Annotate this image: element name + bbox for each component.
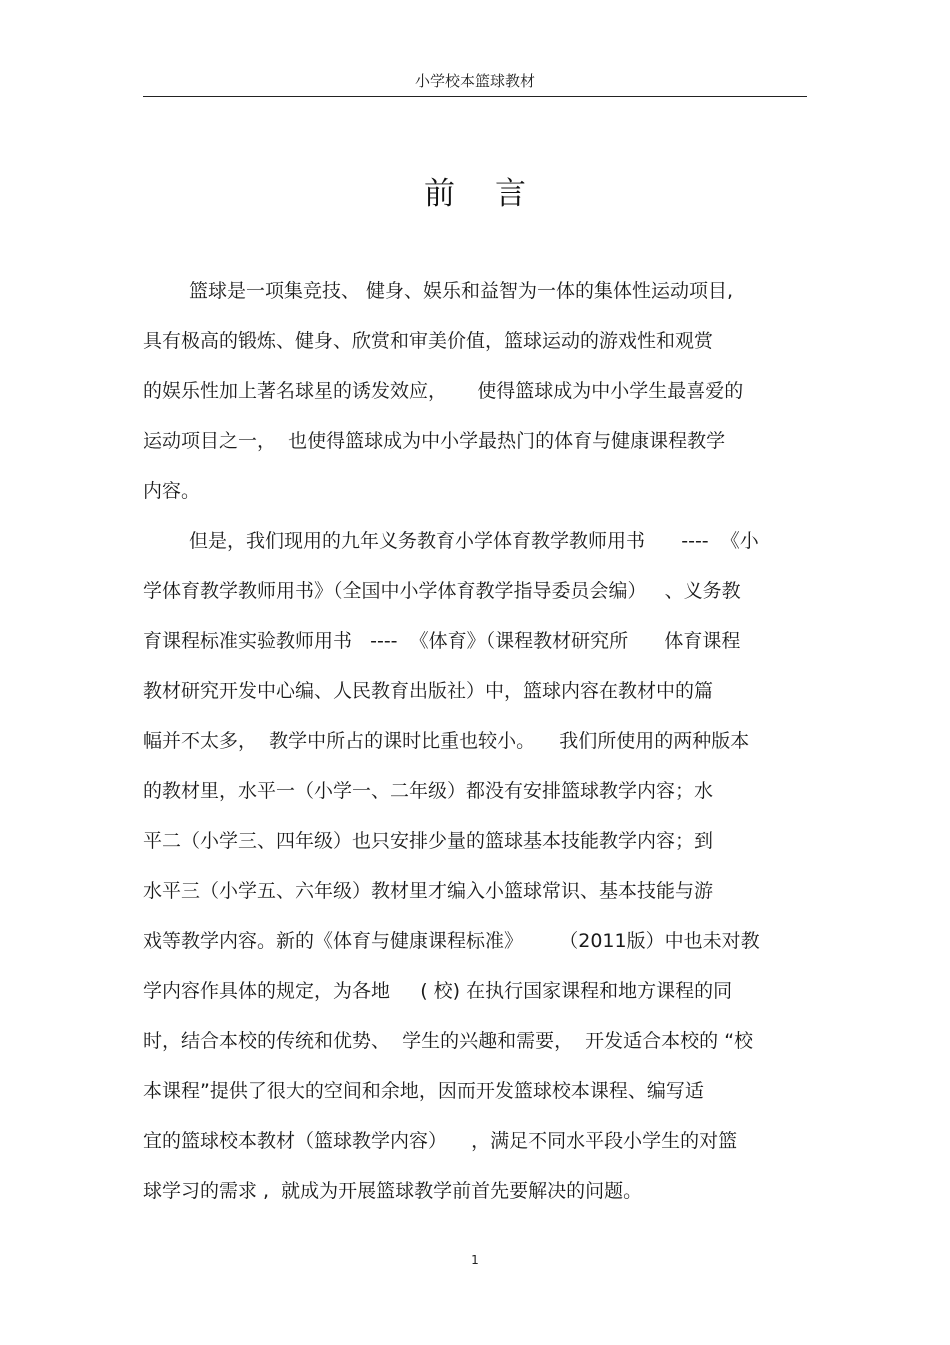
text-line: 球学习的需求 , 就成为开展篮球教学前首先要解决的问题。 [143,1180,643,1202]
running-header: 小学校本篮球教材 [414,72,535,90]
text-line: 具有极高的锻炼、健身、欣赏和审美价值，篮球运动的游戏性和观赏 [143,330,714,352]
text-line: 幅并不太多， 教学中所占的课时比重也较小。 我们所使用的两种版本 [143,730,750,752]
text-line: 平二（小学三、四年级）也只安排少量的篮球基本技能教学内容；到 [143,830,714,852]
text-line: 内容。 [143,480,201,502]
text-line: 的教材里，水平一（小学一、二年级）都没有安排篮球教学内容；水 [143,780,714,802]
text-line: 本课程”提供了很大的空间和余地，因而开发篮球校本课程、编写适 [143,1080,704,1102]
text-line: 的娱乐性加上著名球星的诱发效应， 使得篮球成为中小学生最喜爱的 [143,380,744,402]
text-line: 宜的篮球校本教材（篮球教学内容） ，满足不同水平段小学生的对篮 [143,1130,738,1152]
text-line: 但是，我们现用的九年义务教育小学体育教学教师用书 ---- 《小 [189,530,759,552]
text-line: 学体育教学教师用书》（全国中小学体育教学指导委员会编） 、义务教 [143,580,741,602]
text-line: 学内容作具体的规定，为各地 ( 校) 在执行国家课程和地方课程的同 [143,980,733,1002]
text-line: 水平三（小学五、六年级）教材里才编入小篮球常识、基本技能与游 [143,880,714,902]
text-line: 育课程标准实验教师用书 ---- 《体育》（课程教材研究所 体育课程 [143,630,741,652]
page-title: 前言 [424,176,566,212]
text-line: 时，结合本校的传统和优势、 学生的兴趣和需要， 开发适合本校的 “校 [143,1030,754,1052]
page-number: 1 [471,1253,479,1267]
text-line: 戏等教学内容。新的《体育与健康课程标准》 （2011版）中也未对教 [143,930,760,952]
text-line: 篮球是一项集竞技、 健身、娱乐和益智为一体的集体性运动项目, [189,280,734,302]
header-rule [143,96,807,97]
text-line: 运动项目之一， 也使得篮球成为中小学最热门的体育与健康课程教学 [143,430,726,452]
text-line: 教材研究开发中心编、人民教育出版社）中，篮球内容在教材中的篇 [143,680,714,702]
